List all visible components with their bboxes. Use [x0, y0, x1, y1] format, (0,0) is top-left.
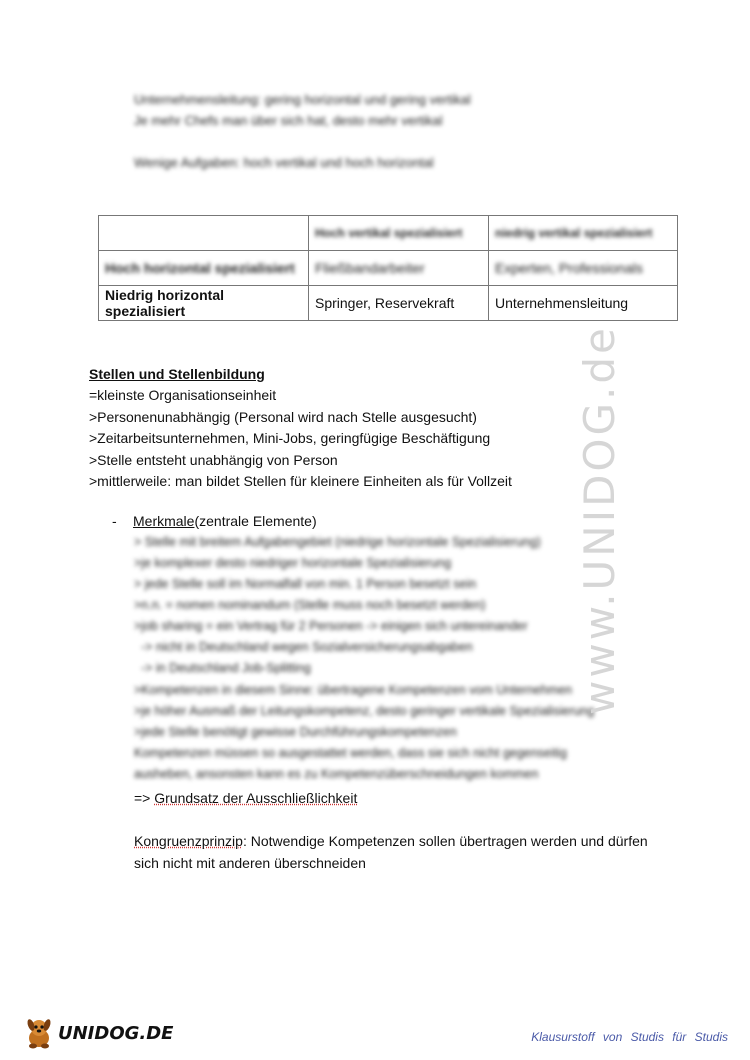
merkmale-line: >Kompetenzen in diesem Sinne: übertragene Kompetenzen vom Unternehmen — [134, 683, 573, 697]
merkmale-line: ausheben, ansonsten kann es zu Kompetenzüberschneidungen kommen — [134, 767, 539, 781]
blurred-line-3: Wenige Aufgaben: hoch vertikal und hoch horizontal — [134, 155, 434, 170]
merkmale-line: Kompetenzen müssen so ausgestattet werden, dass sie sich nicht gegenseitig — [134, 746, 567, 760]
merkmale-line: >jede Stelle benötigt gewisse Durchführungskompetenzen — [134, 725, 457, 739]
section-line: >Zeitarbeitsunternehmen, Mini-Jobs, geringfügige Beschäftigung — [89, 430, 491, 447]
merkmale-suffix: (zentrale Elemente) — [194, 513, 317, 529]
specialization-table — [98, 215, 678, 321]
merkmale-line: >je höher Ausmaß der Leitungskompetenz, desto geringer vertikale Spezialisierung — [134, 704, 595, 718]
table-row — [99, 286, 678, 321]
section-line: =kleinste Organisationseinheit — [89, 387, 277, 404]
table-cell: Fließbandarbeiter — [309, 251, 489, 286]
table-cell: Springer, Reservekraft — [309, 286, 489, 321]
grundsatz-text: Grundsatz der Ausschließlichkeit — [154, 790, 358, 806]
kongruenz-text: : Notwendige Kompetenzen sollen übertragen werden und dürfen sich nicht mit anderen überschneiden — [134, 833, 648, 871]
watermark: www.UNIDOG.de — [575, 325, 624, 715]
kongruenz-paragraph — [134, 830, 674, 874]
footer-tagline: Klausurstoff von Studis für Studis — [531, 1030, 728, 1044]
table-header-row — [99, 216, 678, 251]
merkmale-line: > jede Stelle soll im Normalfall von min. 1 Person besetzt sein — [134, 577, 477, 591]
table-cell — [99, 216, 309, 251]
logo-text: UNIDOG.DE — [58, 1022, 174, 1044]
table-cell: Unternehmensleitung — [489, 286, 678, 321]
table-row-header: Hoch horizontal spezialisiert — [99, 251, 309, 286]
table-row-header: Niedrig horizontal spezialisiert — [99, 286, 309, 321]
table-row — [99, 251, 678, 286]
section-title: Stellen und Stellenbildung — [89, 366, 265, 382]
merkmale-line: >je komplexer desto niedriger horizontale Spezialisierung — [134, 556, 452, 570]
section-line: >Personenunabhängig (Personal wird nach Stelle ausgesucht) — [89, 408, 477, 425]
merkmale-label: Merkmale — [133, 513, 195, 529]
dog-mascot-icon — [22, 1016, 56, 1050]
table-header-cell: niedrig vertikal spezialisiert — [489, 216, 678, 251]
blurred-line-1: Unternehmensleitung: gering horizontal und gering vertikal — [134, 92, 471, 107]
section-line: >Stelle entsteht unabhängig von Person — [89, 451, 338, 468]
merkmale-line: -> in Deutschland Job-Splitting — [134, 661, 311, 675]
stellen-section — [89, 364, 512, 492]
merkmale-line: >job sharing = ein Vertrag für 2 Personen -> einigen sich untereinander — [134, 619, 528, 633]
merkmale-line: -> nicht in Deutschland wegen Sozialversicherungsabgaben — [134, 640, 473, 654]
merkmale-line: > Stelle mit breitem Aufgabengebiet (niedrige horizontale Spezialisierung) — [134, 535, 541, 549]
section-line: >mittlerweile: man bildet Stellen für kleinere Einheiten als für Vollzeit — [89, 473, 512, 490]
grundsatz-line — [134, 790, 357, 806]
bullet-dash: - — [112, 513, 117, 529]
grundsatz-prefix: => — [134, 790, 155, 806]
table-cell: Experten, Professionals — [489, 251, 678, 286]
unidog-logo — [22, 1016, 173, 1050]
kongruenz-label: Kongruenzprinzip — [134, 833, 243, 849]
merkmale-heading — [112, 513, 317, 529]
blurred-line-2: Je mehr Chefs man über sich hat, desto mehr vertikal — [134, 113, 443, 128]
merkmale-line: >n.n. = nomen nominandum (Stelle muss noch besetzt werden) — [134, 598, 486, 612]
table-header-cell: Hoch vertikal spezialisiert — [309, 216, 489, 251]
